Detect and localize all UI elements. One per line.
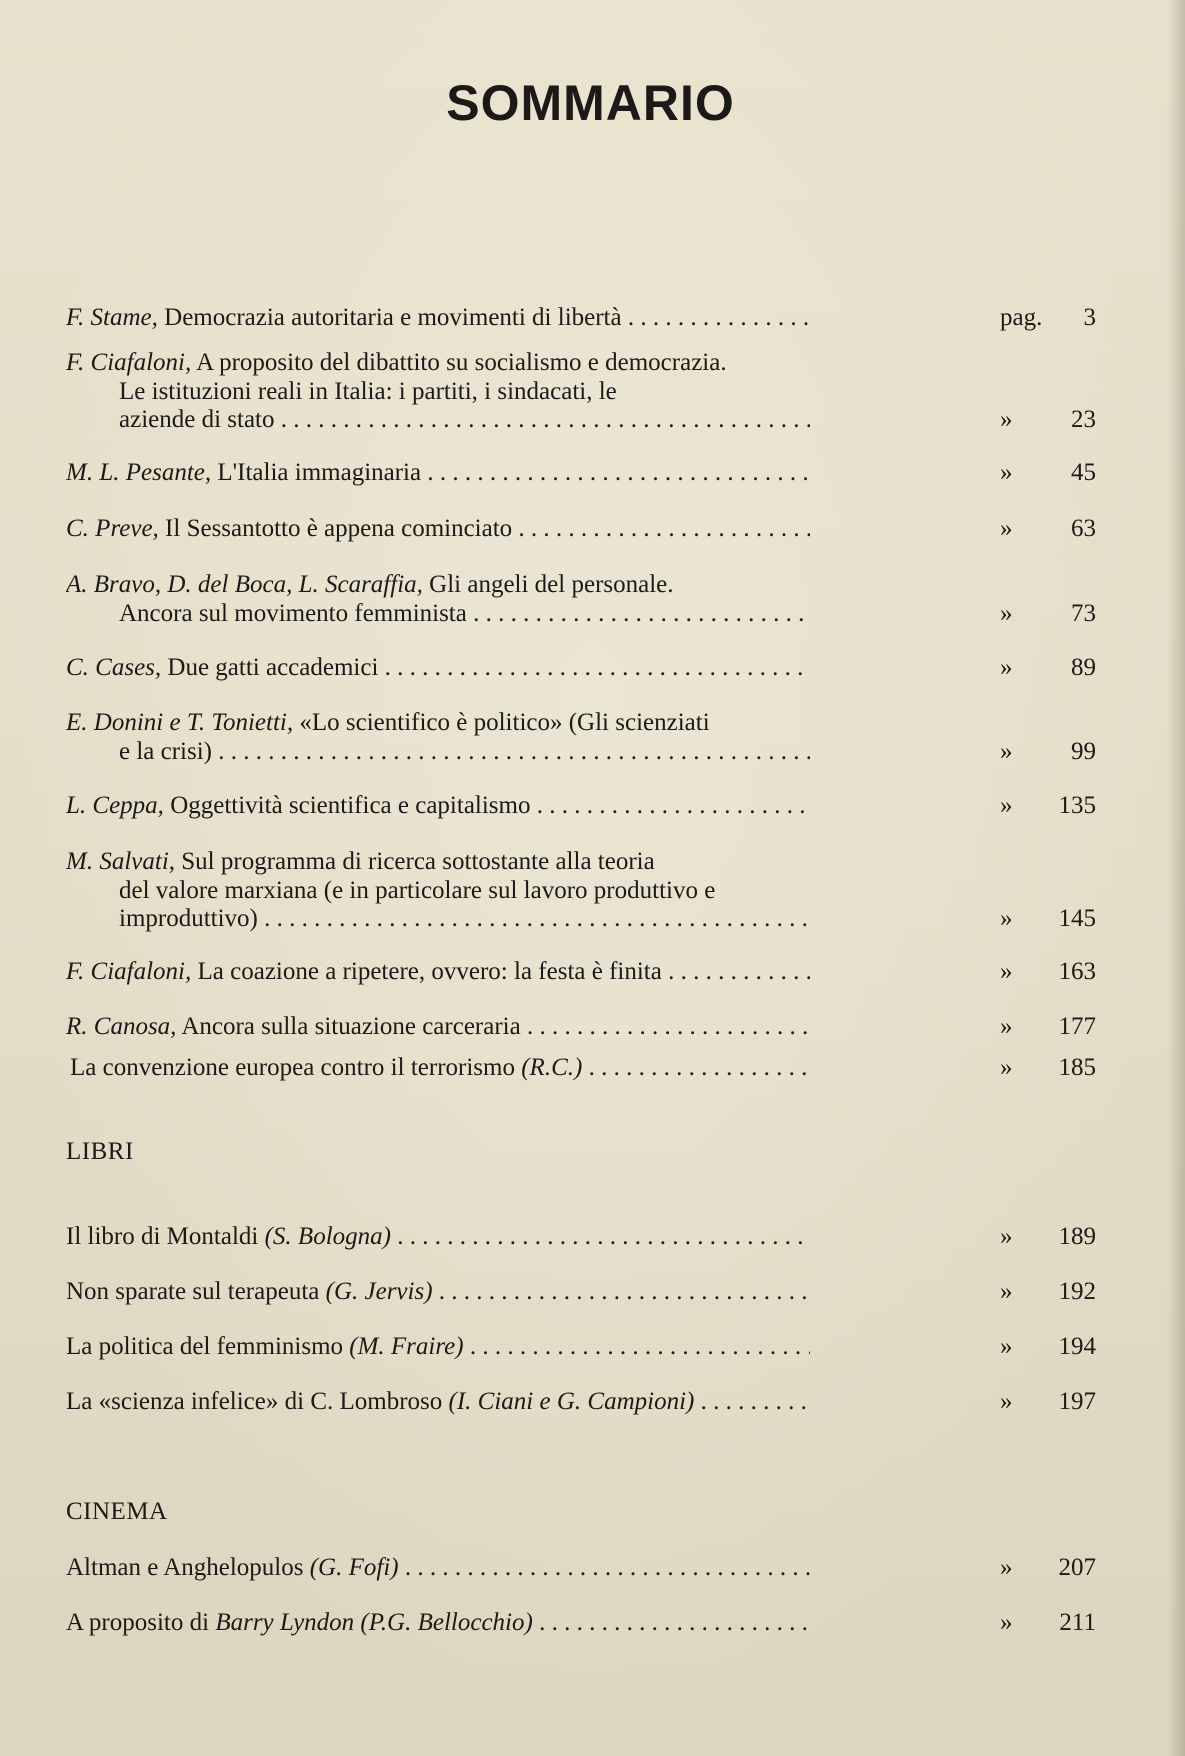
entry-title: Due gatti accademici <box>167 654 379 681</box>
page-number: 99 <box>1071 737 1096 765</box>
ditto-mark: » <box>1000 1223 1013 1250</box>
ditto-mark: » <box>1000 958 1013 985</box>
entry-credit: (P.G. Bellocchio) <box>360 1609 533 1636</box>
page-number: 189 <box>1058 1223 1096 1250</box>
toc-entry <box>70 1054 1096 1083</box>
page-label: pag. <box>1000 304 1043 331</box>
section-heading-libri: LIBRI <box>66 1138 134 1165</box>
entry-author: E. Donini e T. Tonietti, <box>66 709 294 736</box>
entry-title-cont: del valore marxiana (e in particolare sul lavoro produttivo e <box>119 876 716 904</box>
toc-entry <box>66 459 1096 488</box>
toc-entry <box>66 958 1096 987</box>
entry-title: Altman e Anghelopulos <box>66 1554 304 1581</box>
ditto-mark: » <box>1000 406 1013 433</box>
entry-title: Democrazia autoritaria e movimenti di libertà <box>164 304 622 331</box>
toc-entry <box>66 571 1096 628</box>
entry-author: F. Ciafaloni, <box>66 349 192 376</box>
toc-entry <box>66 1609 1096 1638</box>
ditto-mark: » <box>1000 654 1013 681</box>
toc-entry <box>66 792 1096 821</box>
entry-credit: (R.C.) <box>521 1054 583 1081</box>
entry-title: Il Sessantotto è appena cominciato <box>165 515 513 542</box>
entry-title: La coazione a ripetere, ovvero: la festa è finita <box>197 958 662 985</box>
entry-credit: (G. Jervis) <box>325 1278 433 1305</box>
ditto-mark: » <box>1000 1278 1013 1305</box>
entry-author: M. L. Pesante, <box>66 459 212 486</box>
entry-title: «Lo scientifico è politico» (Gli scienziati <box>299 709 710 736</box>
ditto-mark: » <box>1000 515 1013 542</box>
entry-title: La politica del femminismo <box>66 1333 344 1360</box>
entry-credit: (G. Fofi) <box>309 1554 399 1581</box>
ditto-mark: » <box>1000 905 1013 932</box>
page-number: 135 <box>1058 792 1096 819</box>
ditto-mark: » <box>1000 1554 1013 1581</box>
page-number: 197 <box>1058 1388 1096 1415</box>
entry-title-italic: Barry Lyndon <box>215 1609 355 1636</box>
entry-author: F. Ciafaloni, <box>66 958 192 985</box>
ditto-mark: » <box>1000 599 1013 627</box>
toc-entry <box>66 1013 1096 1042</box>
entry-title-cont: aziende di stato <box>119 406 275 433</box>
entry-title-cont: e la crisi) <box>119 737 213 765</box>
ditto-mark: » <box>1000 1054 1013 1081</box>
entry-credit: (M. Fraire) <box>349 1333 464 1360</box>
entry-credit: (I. Ciani e G. Campioni) <box>448 1388 695 1415</box>
entry-author: C. Cases, <box>66 654 162 681</box>
ditto-mark: » <box>1000 1388 1013 1415</box>
toc-entry <box>66 304 1096 333</box>
entry-author: A. Bravo, D. del Boca, L. Scaraffia, <box>66 571 423 598</box>
entry-title: A proposito del dibattito su socialismo e democrazia. <box>196 349 727 376</box>
page-number: 63 <box>1071 515 1096 542</box>
toc-entry <box>66 1278 1096 1307</box>
toc-entry <box>66 1223 1096 1252</box>
entry-title: A proposito di <box>66 1609 210 1636</box>
toc-entry <box>66 709 1096 766</box>
entry-title: Ancora sulla situazione carceraria <box>181 1013 521 1040</box>
entry-title: La convenzione europea contro il terrorismo <box>70 1054 515 1081</box>
page-number: 185 <box>1058 1054 1096 1081</box>
entry-author: R. Canosa, <box>66 1013 177 1040</box>
page-number: 163 <box>1058 958 1096 985</box>
toc-entry <box>66 1554 1096 1583</box>
entry-author: F. Stame, <box>66 304 158 331</box>
entry-title-cont: improduttivo) <box>119 905 258 932</box>
page-number: 177 <box>1058 1013 1096 1040</box>
entry-author: C. Preve, <box>66 515 159 542</box>
page-number: 211 <box>1059 1609 1096 1636</box>
page-number: 192 <box>1058 1278 1096 1305</box>
page-title: SOMMARIO <box>446 75 735 131</box>
entry-author: L. Ceppa, <box>66 792 164 819</box>
page-edge-shadow <box>1167 0 1185 1756</box>
toc-entry <box>66 1388 1096 1417</box>
page-number: 73 <box>1071 599 1096 627</box>
entry-title: Sul programma di ricerca sottostante alla teoria <box>181 848 655 875</box>
ditto-mark: » <box>1000 792 1013 819</box>
toc-entry <box>66 349 1096 435</box>
toc-entry <box>66 1333 1096 1362</box>
entry-title-cont: Le istituzioni reali in Italia: i partiti, i sindacati, le <box>119 377 617 405</box>
ditto-mark: » <box>1000 1609 1013 1636</box>
entry-title: Oggettività scientifica e capitalismo <box>170 792 531 819</box>
section-heading-cinema: CINEMA <box>66 1498 168 1525</box>
page-number: 23 <box>1071 406 1096 433</box>
toc-entry <box>66 515 1096 544</box>
ditto-mark: » <box>1000 1333 1013 1360</box>
page-number: 145 <box>1058 905 1096 932</box>
ditto-mark: » <box>1000 459 1013 486</box>
entry-title: Gli angeli del personale. <box>429 571 674 598</box>
page-number: 194 <box>1058 1333 1096 1360</box>
entry-title: Il libro di Montaldi <box>66 1223 259 1250</box>
entry-title-cont: Ancora sul movimento femminista <box>119 599 467 627</box>
toc-entry <box>66 848 1096 934</box>
page-number: 3 <box>1083 304 1096 331</box>
ditto-mark: » <box>1000 1013 1013 1040</box>
entry-author: M. Salvati, <box>66 848 176 875</box>
page-number: 89 <box>1071 654 1096 681</box>
entry-title: L'Italia immaginaria <box>217 459 422 486</box>
entry-credit: (S. Bologna) <box>264 1223 391 1250</box>
entry-title: La «scienza infelice» di C. Lombroso <box>66 1388 443 1415</box>
toc-entry <box>66 654 1096 683</box>
page-number: 45 <box>1071 459 1096 486</box>
entry-title: Non sparate sul terapeuta <box>66 1278 320 1305</box>
ditto-mark: » <box>1000 737 1013 765</box>
page-number: 207 <box>1058 1554 1096 1581</box>
